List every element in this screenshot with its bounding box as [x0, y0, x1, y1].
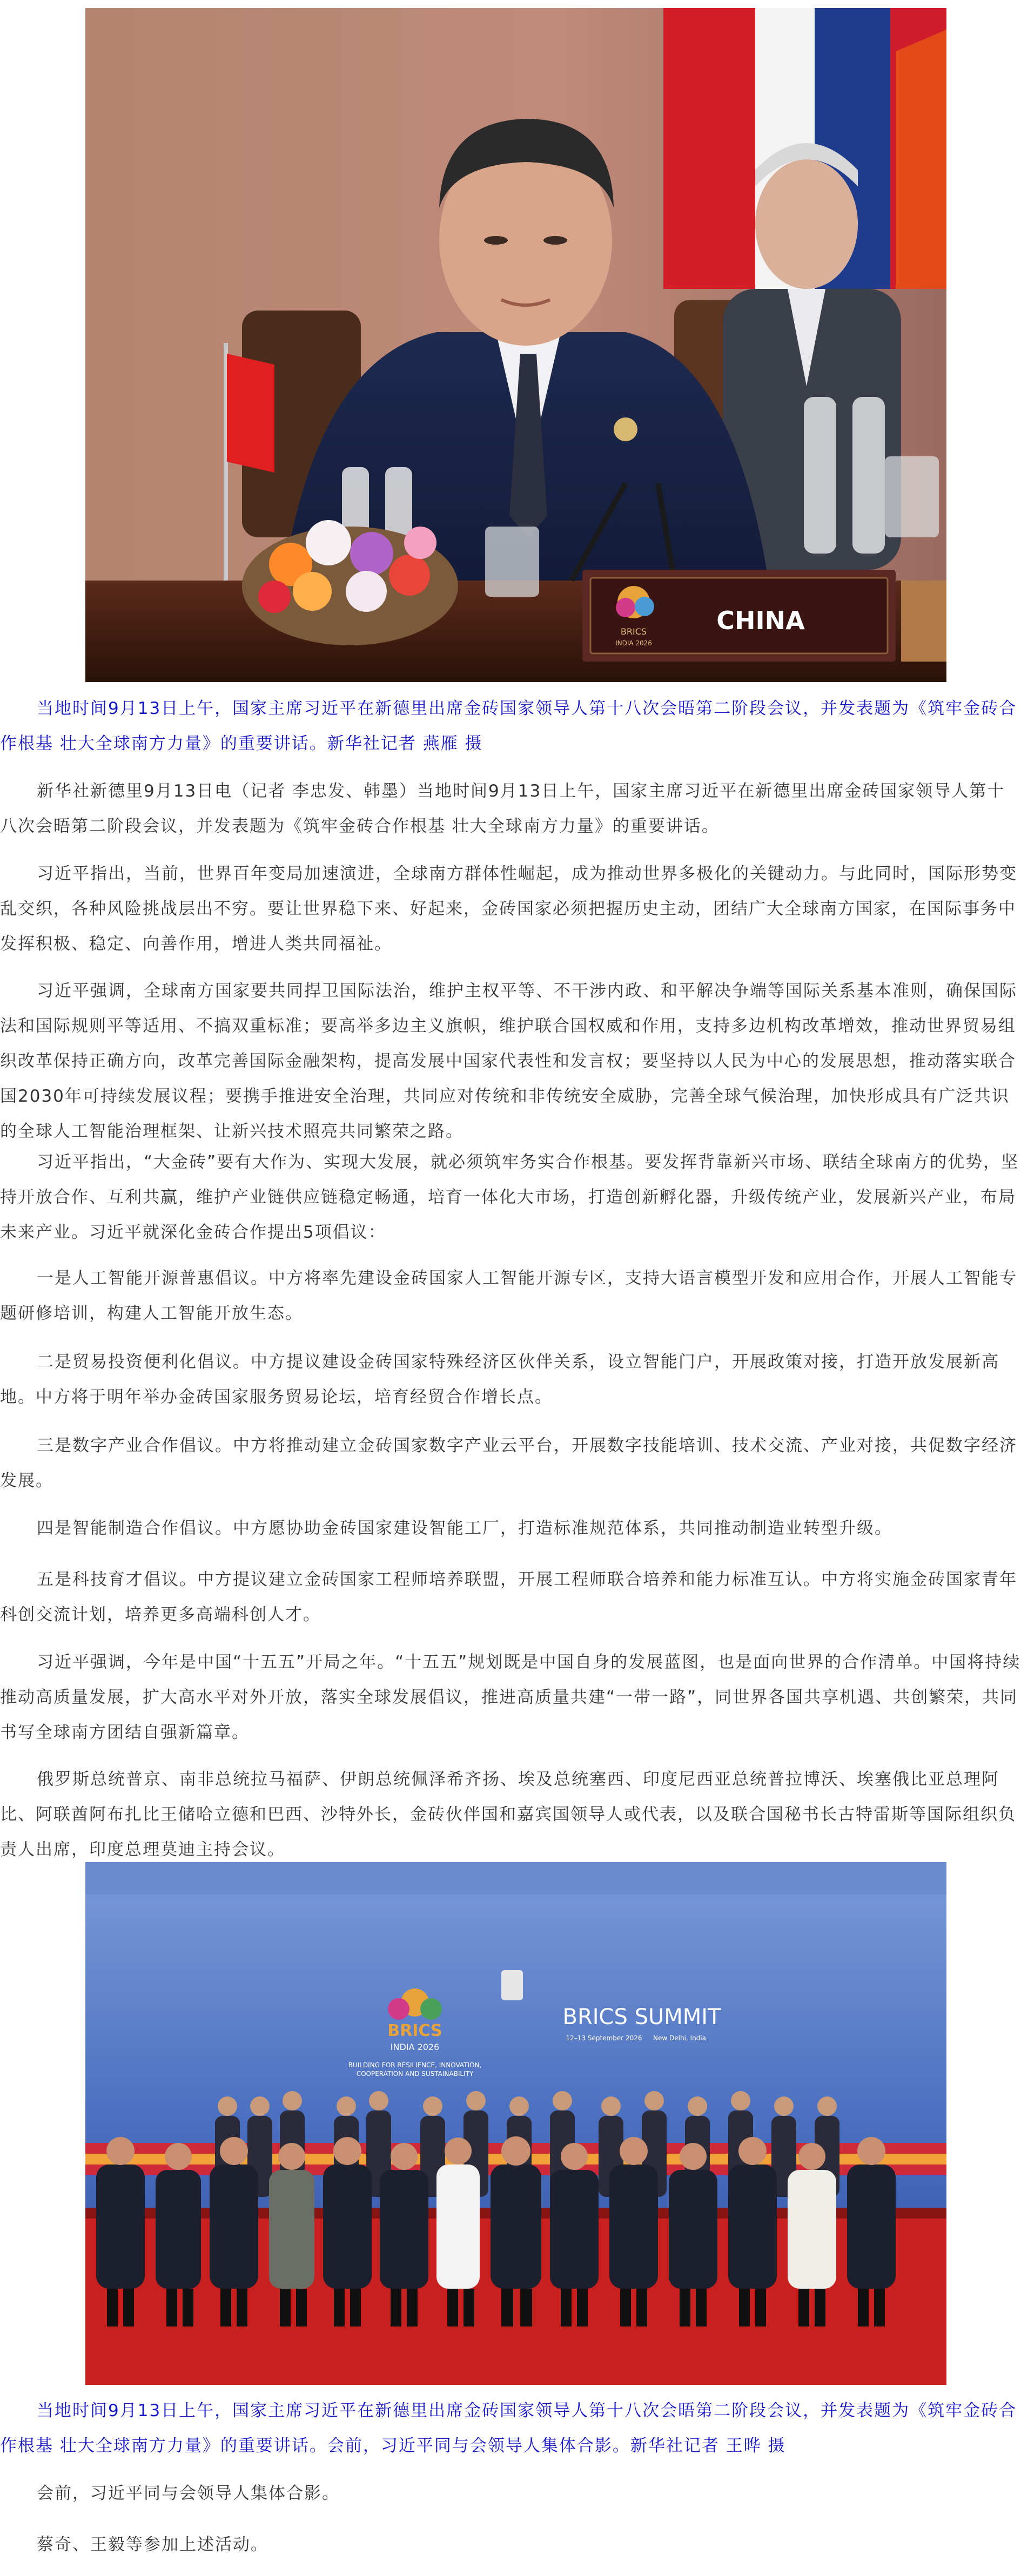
paragraph-8: 四是智能制造合作倡议。中方愿协助金砖国家建设智能工厂，打造标准规范体系，共同推动制造业转型升级。	[37, 1519, 892, 1538]
photo1-logo-subtext: INDIA 2026	[615, 639, 652, 647]
photo-group[interactable]	[85, 1862, 946, 2385]
photo-caption: 当地时间9月13日上午，国家主席习近平在新德里出席金砖国家领导人第十八次会晤第二阶段会议，并发表题为《筑牢金砖合作根基 壮大全球南方力量》的重要讲话。新华社记者 燕雁 摄	[0, 699, 1017, 753]
photo2-logo-subtext: INDIA 2026	[390, 2042, 440, 2052]
paragraph-3: 习近平强调，全球南方国家要共同捍卫国际法治，维护主权平等、不干涉内政、和平解决争端等国际关系基本准则，确保国际法和国际规则平等适用、不搞双重标准；要高举多边主义旗帜，维护联合国权威和作用，支持多边机构改革增效，推动世界贸易组织改革保持正确方向，改革完善国际金融架构，提高发展中国家代表性和发言权；要坚持以人民为中心的发展思想，推动落实联合国2030年可持续发展议程；要携手推进安全治理，共同应对传统和非传统安全威胁，完善全球气候治理，加快形成具有广泛共识的全球人工智能治理框架、让新兴技术照亮共同繁荣之路。	[0, 981, 1017, 1141]
summit-place: New Delhi, India	[653, 2034, 706, 2042]
paragraph-4: 习近平指出，“大金砖”要有大作为、实现大发展，就必须筑牢务实合作根基。要发挥背靠新兴市场、联结全球南方的优势，坚持开放合作、互利共赢，维护产业链供应链稳定畅通，培育一体化大市场，打造创新孵化器，升级传统产业，发展新兴产业，布局未来产业。习近平就深化金砖合作提出5项倡议：	[0, 1152, 1019, 1242]
photo-speech-illustration	[85, 8, 946, 682]
group-photo-caption: 当地时间9月13日上午，国家主席习近平在新德里出席金砖国家领导人第十八次会晤第二阶段会议，并发表题为《筑牢金砖合作根基 壮大全球南方力量》的重要讲话。会前，习近平同与会领导人集体合影。新华社记者 王晔 摄	[0, 2401, 1017, 2456]
photo2-logo-text: BRICS	[387, 2021, 442, 2040]
paragraph-1: 新华社新德里9月13日电（记者 李忠发、韩墨）当地时间9月13日上午，国家主席习近平在新德里出席金砖国家领导人第十八次会晤第二阶段会议，并发表题为《筑牢金砖合作根基 壮大全球南方力量》的重要讲话。	[0, 781, 1005, 836]
photo-group-illustration	[85, 1862, 946, 2385]
summit-title: BRICS SUMMIT	[562, 2005, 721, 2029]
paragraph-11: 俄罗斯总统普京、南非总统拉马福萨、伊朗总统佩泽希齐扬、埃及总统塞西、印度尼西亚总统普拉博沃、埃塞俄比亚总理阿比、阿联酋阿布扎比王储哈立德和巴西、沙特外长，金砖伙伴国和嘉宾国领导人或代表，以及联合国秘书长古特雷斯等国际组织负责人出席，印度总理莫迪主持会议。	[0, 1770, 1016, 1859]
paragraph-7: 三是数字产业合作倡议。中方将推动建立金砖国家数字产业云平台，开展数字技能培训、技术交流、产业对接，共促数字经济发展。	[0, 1436, 1017, 1491]
photo2-tagline-1: BUILDING FOR RESILIENCE, INNOVATION,	[348, 2061, 482, 2069]
photo1-logo-text: BRICS	[620, 626, 647, 637]
photo-speech[interactable]	[85, 8, 946, 682]
closing-paragraph-2: 蔡奇、王毅等参加上述活动。	[37, 2535, 268, 2554]
summit-date: 12–13 September 2026	[566, 2034, 642, 2042]
photo2-tagline-2: COOPERATION AND SUSTAINABILITY	[356, 2070, 474, 2078]
paragraph-6: 二是贸易投资便利化倡议。中方提议建设金砖国家特殊经济区伙伴关系，设立智能门户，开展政策对接，打造开放发展新高地。中方将于明年举办金砖国家服务贸易论坛，培育经贸合作增长点。	[0, 1352, 999, 1407]
closing-paragraph-1: 会前，习近平同与会领导人集体合影。	[37, 2484, 340, 2503]
paragraph-5: 一是人工智能开源普惠倡议。中方将率先建设金砖国家人工智能开源专区，支持大语言模型开发和应用合作，开展人工智能专题研修培训，构建人工智能开放生态。	[0, 1269, 1017, 1323]
paragraph-10: 习近平强调，今年是中国“十五五”开局之年。“十五五”规划既是中国自身的发展蓝图，也是面向世界的合作清单。中国将持续推动高质量发展，扩大高水平对外开放，落实全球发展倡议，推进高质量共建“一带一路”，同世界各国共享机遇、共创繁荣，共同书写全球南方团结自强新篇章。	[0, 1653, 1021, 1742]
paragraph-9: 五是科技育才倡议。中方提议建立金砖国家工程师培养联盟，开展工程师联合培养和能力标准互认。中方将实施金砖国家青年科创交流计划，培养更多高端科创人才。	[0, 1570, 1017, 1624]
nameplate-text: CHINA	[716, 606, 805, 635]
paragraph-2: 习近平指出，当前，世界百年变局加速演进，全球南方群体性崛起，成为推动世界多极化的关键动力。与此同时，国际形势变乱交织，各种风险挑战层出不穷。要让世界稳下来、好起来，金砖国家必须把握历史主动，团结广大全球南方国家，在国际事务中发挥积极、稳定、向善作用，增进人类共同福祉。	[0, 864, 1017, 954]
